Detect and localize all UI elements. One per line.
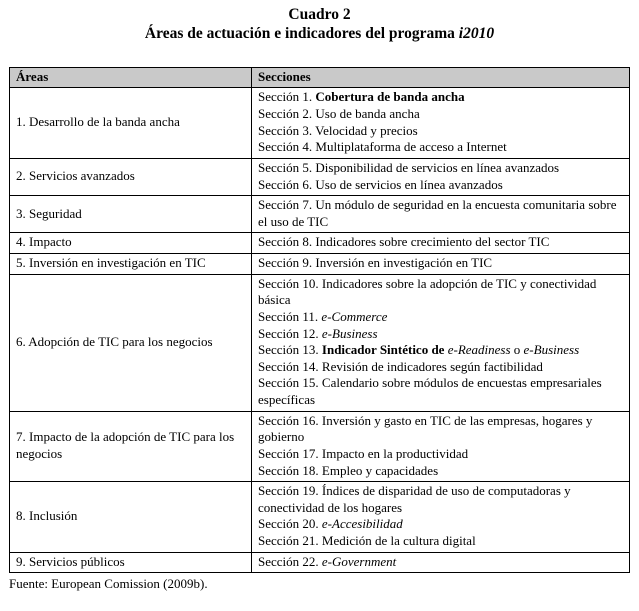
seccion-text-segment: e-Accesibilidad [321, 516, 403, 532]
seccion-line [258, 446, 623, 463]
area-cell: 3. Seguridad [10, 196, 252, 233]
column-header-areas: Áreas [10, 67, 252, 88]
table-row [10, 254, 630, 275]
seccion-text-segment: Sección 2. Uso de banda ancha [258, 106, 420, 122]
seccion-text-segment: o [510, 342, 524, 358]
secciones-cell [252, 254, 630, 275]
secciones-cell [252, 411, 630, 482]
seccion-text-segment: e-Readiness [447, 342, 511, 358]
caption-segment: Áreas de actuación e indicadores del programa [144, 24, 459, 42]
area-cell: 2. Servicios avanzados [10, 158, 252, 195]
seccion-line [258, 342, 623, 359]
seccion-text-segment: Sección 6. Uso de servicios en línea avanzados [258, 176, 503, 192]
seccion-line [258, 89, 623, 106]
table-row [10, 482, 630, 553]
seccion-line [258, 177, 623, 194]
table-row [10, 411, 630, 482]
seccion-line [258, 139, 623, 156]
table-row [10, 158, 630, 195]
seccion-line [258, 463, 623, 480]
seccion-text-segment: e-Business [523, 342, 580, 358]
seccion-text-segment: Sección 20. [258, 516, 322, 532]
seccion-text-segment: Sección 21. Medición de la cultura digital [258, 533, 476, 549]
seccion-text-segment: Sección 22. [258, 553, 322, 569]
table-body [10, 88, 630, 573]
seccion-line [258, 483, 623, 516]
secciones-cell [252, 482, 630, 553]
seccion-line [258, 276, 623, 309]
seccion-text-segment: e-Commerce [321, 308, 388, 324]
seccion-text-segment: Sección 8. Indicadores sobre crecimiento del sector TIC [258, 234, 550, 250]
seccion-text-segment: Sección 12. [258, 325, 322, 341]
area-cell: 1. Desarrollo de la banda ancha [10, 88, 252, 159]
area-cell: 9. Servicios públicos [10, 552, 252, 573]
seccion-line [258, 255, 623, 272]
seccion-text-segment: Sección 9. Inversión en investigación en TIC [258, 255, 493, 271]
seccion-line [258, 309, 623, 326]
table-header [10, 67, 630, 88]
seccion-line [258, 123, 623, 140]
seccion-text-segment: Indicador Sintético de [321, 342, 448, 358]
seccion-line [258, 359, 623, 376]
seccion-line [258, 234, 623, 251]
seccion-text-segment: Sección 14. Revisión de indicadores según factibilidad [258, 358, 543, 374]
seccion-line [258, 533, 623, 550]
secciones-cell [252, 274, 630, 411]
source-note: Fuente: European Comission (2009b). [9, 576, 208, 592]
table-row [10, 196, 630, 233]
seccion-text-segment: Sección 10. Indicadores sobre la adopción de TIC y conectividad básica [258, 275, 597, 308]
seccion-text-segment: Sección 11. [258, 308, 322, 324]
secciones-cell [252, 552, 630, 573]
column-header-secciones: Secciones [252, 67, 630, 88]
seccion-text-segment: Sección 3. Velocidad y precios [258, 122, 418, 138]
seccion-text-segment: Sección 15. Calendario sobre módulos de encuestas empresariales específicas [258, 375, 602, 408]
seccion-text-segment: Sección 16. Inversión y gasto en TIC de las empresas, hogares y gobierno [258, 412, 593, 445]
area-cell: 8. Inclusión [10, 482, 252, 553]
table-row [10, 274, 630, 411]
secciones-cell [252, 233, 630, 254]
seccion-line [258, 197, 623, 230]
table-caption-number: Cuadro 2 [288, 6, 351, 23]
area-cell: 4. Impacto [10, 233, 252, 254]
seccion-text-segment: Cobertura de banda ancha [315, 89, 465, 105]
table-row [10, 233, 630, 254]
seccion-line [258, 326, 623, 343]
indicators-table [9, 67, 630, 574]
seccion-line [258, 106, 623, 123]
seccion-line [258, 375, 623, 408]
seccion-text-segment: Sección 4. Multiplataforma de acceso a Internet [258, 139, 507, 155]
seccion-text-segment: Sección 13. [258, 342, 322, 358]
seccion-text-segment: e-Government [321, 553, 397, 569]
area-cell: 7. Impacto de la adopción de TIC para los negocios [10, 411, 252, 482]
table-row [10, 552, 630, 573]
seccion-text-segment: Sección 19. Índices de disparidad de uso de computadoras y conectividad de los hogares [258, 483, 571, 515]
table-header-row [10, 67, 630, 88]
seccion-text-segment: Sección 17. Impacto en la productividad [258, 445, 469, 461]
seccion-text-segment: Sección 18. Empleo y capacidades [258, 462, 439, 478]
seccion-line [258, 413, 623, 446]
area-cell: 6. Adopción de TIC para los negocios [10, 274, 252, 411]
seccion-text-segment: e-Business [321, 325, 378, 341]
seccion-line [258, 160, 623, 177]
table-row [10, 88, 630, 159]
area-cell: 5. Inversión en investigación en TIC [10, 254, 252, 275]
seccion-text-segment: Sección 1. [258, 89, 316, 105]
secciones-cell [252, 196, 630, 233]
caption-segment: i2010 [458, 24, 495, 42]
secciones-cell [252, 158, 630, 195]
seccion-text-segment: Sección 5. Disponibilidad de servicios en línea avanzados [258, 159, 560, 175]
seccion-line [258, 516, 623, 533]
secciones-cell [252, 88, 630, 159]
table-caption-title [9, 25, 630, 44]
seccion-text-segment: Sección 7. Un módulo de seguridad en la encuesta comunitaria sobre el uso de TIC [258, 197, 617, 229]
seccion-line [258, 554, 623, 571]
